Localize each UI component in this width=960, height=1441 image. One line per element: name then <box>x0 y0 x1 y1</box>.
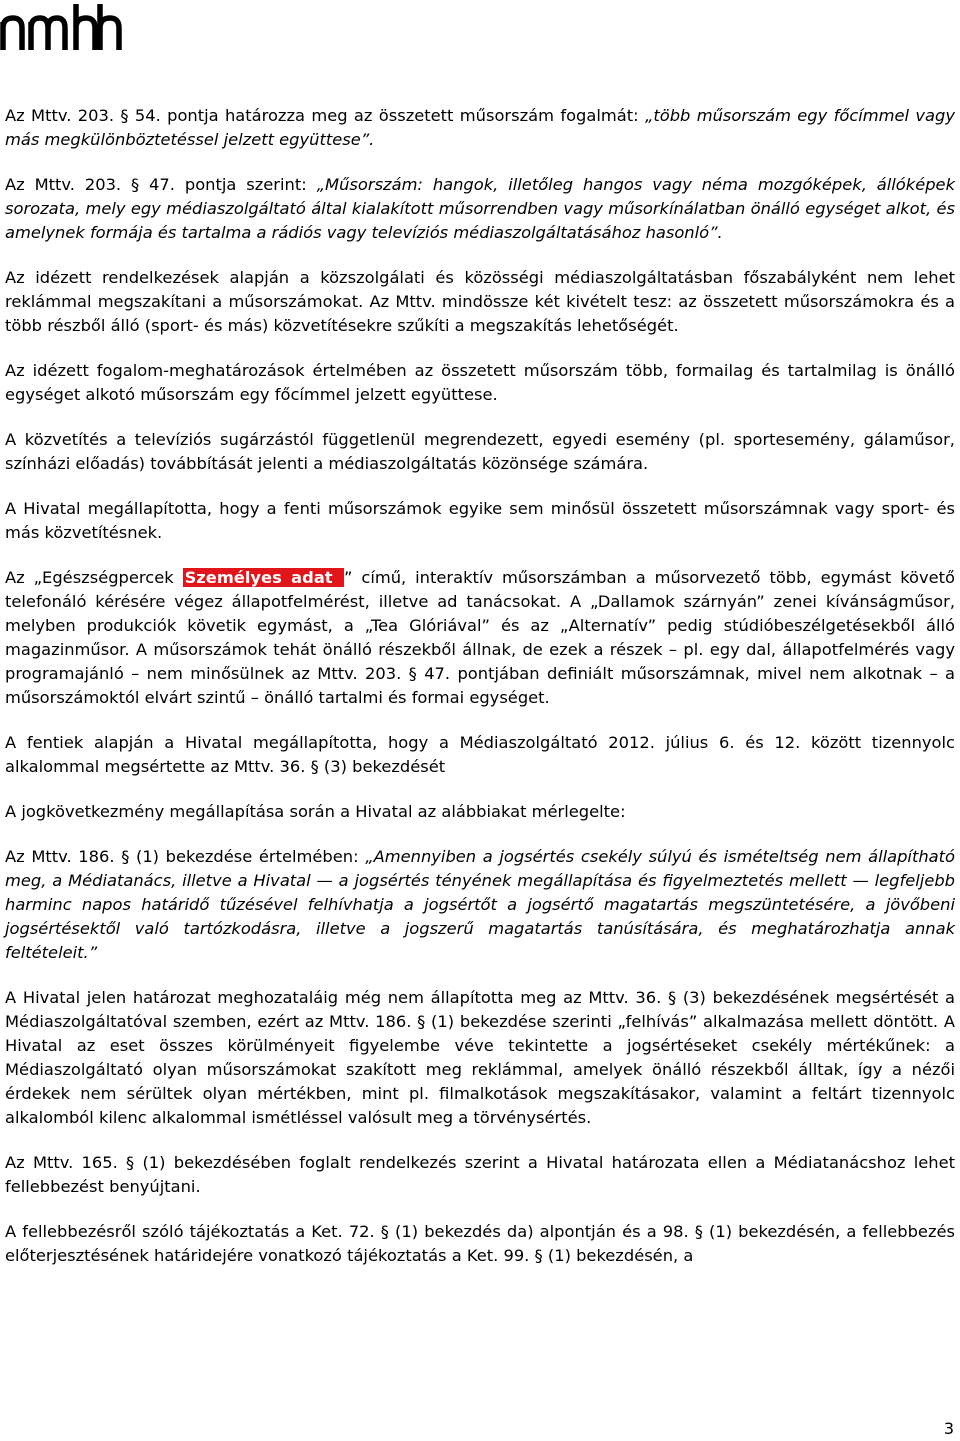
paragraph-11 <box>5 986 955 1130</box>
paragraph-1 <box>5 104 955 152</box>
paragraph-3-text: Az idézett rendelkezések alapján a közszolgálati és közösségi médiaszolgáltatásban főszabályként nem lehet reklámmal megszakítani a műsorszámokat. Az Mttv. mindössze két kivételt tesz: az összetett műsorszámokra és a több részből álló (sport- és más) közvetítésekre szűkíti a megszakítás lehetőségét. <box>5 268 955 335</box>
paragraph-7-text-rest: ” című, interaktív műsorszámban a műsorvezető több, egymást követő telefonáló kérésére végez állapotfelmérést, illetve ad tanácsokat. A „Dallamok szárnyán” zenei kívánságműsor, melyben produkciók követik egymást, a „Tea Glóriával” és az „Alternatív” pedig stúdióbeszélgetésekből álló magazinműsor. A műsorszámok tehát önálló részekből állnak, de ezek a részek – pl. egy dal, állapotfelmérés vagy programajánló – nem minősülnek az Mttv. 203. § 47. pontjában definiált műsorszámnak, mivel nem alkotnak – a műsorszámoktól elvárt szintű – önálló tartalmi és formai egységet. <box>5 568 955 707</box>
paragraph-8-text: A fentiek alapján a Hivatal megállapította, hogy a Médiaszolgáltató 2012. július 6. és 12. között tizennyolc alkalommal megsértette az Mttv. 36. § (3) bekezdését <box>5 733 955 776</box>
paragraph-8 <box>5 731 955 779</box>
nmhh-logo-mark <box>0 0 124 56</box>
paragraph-7-text: Az „Egészségpercek <box>5 568 183 587</box>
paragraph-3 <box>5 266 955 338</box>
nmhh-logo <box>0 0 124 56</box>
paragraph-6 <box>5 497 955 545</box>
paragraph-10-quote: „Amennyiben a jogsértés csekély súlyú és ismételtség nem állapítható meg, a Médiatanács, illetve a Hivatal — a jogsértés tényének megállapítása és figyelmeztetés mellett — legfeljebb harminc napos határidő tűzésével felhívhatja a jogsértőt a jogsértő magatartás megszüntetésére, a jövőbeni jogsértésektől való tartózkodásra, illetve a jogszerű magatartás tanúsítására, és meghatározhatja annak feltételeit.” <box>5 847 955 962</box>
paragraph-6-text: A Hivatal megállapította, hogy a fenti műsorszámok egyike sem minősül összetett műsorszámnak vagy sport- és más közvetítésnek. <box>5 499 955 542</box>
paragraph-1-text: Az Mttv. 203. § 54. pontja határozza meg az összetett műsorszám fogalmát: <box>5 106 645 125</box>
paragraph-10 <box>5 845 955 965</box>
paragraph-5-text: A közvetítés a televíziós sugárzástól függetlenül megrendezett, egyedi esemény (pl. sportesemény, gálaműsor, színházi előadás) továbbítását jelenti a médiaszolgáltatás közönsége számára. <box>5 430 955 473</box>
paragraph-2-text: Az Mttv. 203. § 47. pontja szerint: <box>5 175 317 194</box>
paragraph-12 <box>5 1151 955 1199</box>
paragraph-2 <box>5 173 955 245</box>
paragraph-12-text: Az Mttv. 165. § (1) bekezdésében foglalt rendelkezés szerint a Hivatal határozata ellen a Médiatanácshoz lehet fellebbezést benyújtani. <box>5 1153 955 1196</box>
paragraph-1-quote: „több műsorszám egy főcímmel vagy más megkülönböztetéssel jelzett együttese”. <box>5 106 955 149</box>
paragraph-7 <box>5 566 955 710</box>
paragraph-13 <box>5 1220 955 1268</box>
paragraph-9 <box>5 800 955 824</box>
paragraph-4-text: Az idézett fogalom-meghatározások értelmében az összetett műsorszám több, formailag és tartalmilag is önálló egységet alkotó műsorszám egy főcímmel jelzett együttese. <box>5 361 955 404</box>
document-body <box>5 104 955 1268</box>
paragraph-5 <box>5 428 955 476</box>
paragraph-2-quote: „Műsorszám: hangok, illetőleg hangos vagy néma mozgóképek, állóképek sorozata, mely egy médiaszolgáltató által kialakított műsorrendben vagy műsorkínálatban önálló egységet alkot, és amelynek formája és tartalma a rádiós vagy televíziós médiaszolgáltatásához hasonló”. <box>5 175 955 242</box>
paragraph-4 <box>5 359 955 407</box>
redacted-personal-data-label: Személyes adat <box>184 568 343 587</box>
page-number: 3 <box>943 1419 954 1438</box>
paragraph-13-text: A fellebbezésről szóló tájékoztatás a Ket. 72. § (1) bekezdés da) alpontján és a 98. § (1) bekezdésén, a fellebbezés előterjesztésének határidejére vonatkozó tájékoztatás a Ket. 99. § (1) bekezdésén, a <box>5 1222 955 1265</box>
paragraph-11-text: A Hivatal jelen határozat meghozataláig még nem állapította meg az Mttv. 36. § (3) bekezdésének megsértését a Médiaszolgáltatóval szemben, ezért az Mttv. 186. § (1) bekezdése szerinti „felhívás” alkalmazása mellett döntött. A Hivatal az eset összes körülményeit figyelembe véve tekintette a jogsértéseket csekély mértékűnek: a Médiaszolgáltató olyan műsorszámokat szakított meg reklámmal, amelyek önálló részekből álltak, így a nézői érdekek nem sérültek olyan mértékben, mint pl. filmalkotások megszakításakor, valamint a feltárt tizennyolc alkalomból kilenc alkalommal ismétléssel valósult meg a törvénysértés. <box>5 988 955 1127</box>
paragraph-9-text: A jogkövetkezmény megállapítása során a Hivatal az alábbiakat mérlegelte: <box>5 802 626 821</box>
paragraph-10-text: Az Mttv. 186. § (1) bekezdése értelmében: <box>5 847 366 866</box>
